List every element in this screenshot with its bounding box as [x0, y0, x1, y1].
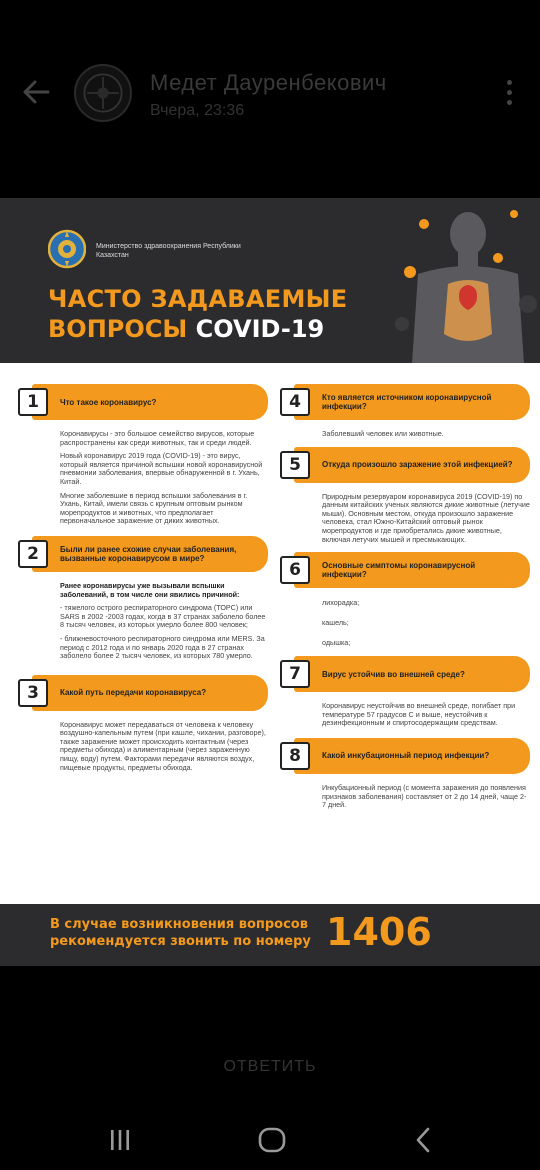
- faq-right-column: [280, 384, 530, 818]
- message-header: [0, 50, 540, 140]
- faq-poster[interactable]: [0, 198, 540, 966]
- answer-7: [322, 702, 530, 728]
- question-6: [280, 552, 530, 588]
- back-icon[interactable]: [404, 1126, 444, 1154]
- message-time: Вчера, 23:36: [150, 102, 245, 119]
- question-text: Какой инкубационный период инфекции?: [322, 751, 490, 761]
- question-text: Какой путь передачи коронавируса?: [60, 688, 207, 698]
- title-line-1: ЧАСТО ЗАДАВАЕМЫЕ: [48, 285, 348, 313]
- question-3: [18, 675, 268, 711]
- answer-text: - ближневосточного респираторного синдрома или MERS. За период с 2012 года и по январь 2020 года в 27 странах заболело более 2 тысяч человек, из которых 780 умерло.: [60, 633, 265, 661]
- question-7: [280, 656, 530, 692]
- answer-4: [322, 430, 530, 439]
- hotline-note: [50, 916, 311, 950]
- poster-title: [48, 284, 348, 344]
- human-body-illustration-icon: [388, 204, 538, 363]
- question-number: 6: [280, 556, 310, 584]
- answer-lead: Ранее коронавирусы уже вызывали вспышки заболеваний, в том числе они явились причиной:: [60, 580, 240, 599]
- symptom-item: одышка;: [322, 638, 351, 648]
- faq-left-column: [18, 384, 268, 780]
- answer-text: Многие заболевшие в период вспышки заболевания в г. Ухань, Китай, имели связь с крупным оптовым рынком морепродуктов и животных, что предполагает первоначальное заражение от диких животных.: [60, 490, 248, 526]
- poster-header: [0, 198, 540, 363]
- answer-5: [322, 493, 530, 545]
- answer-text: Новый коронавирус 2019 года (COVID-19) - это вирус, который является причиной вспышки новой коронавирусной пневмонии заболевания, впервые обнаруженной в г. Ухань, Китай.: [60, 451, 263, 486]
- answer-text: Природным резервуаром коронавируса 2019 (COVID-19) по данным китайских ученых являются дикие животные (летучие мыши). Основным местом, откуда произошло заражение человека, стал Южно-Китайский оптовый рынок морепродуктов и где приобретались дикие животные, включая летучих мышей и пресмыкающих.: [322, 491, 530, 544]
- answer-6: [322, 598, 530, 648]
- answer-text: Коронавирус может передаваться от человека к человеку воздушно-капельным путем (при кашле, чихании, разговоре), также заражение может происходить контактным (через предметы обихода) и алиментарным (через зараженную пищу, воду) путем. Факторами передачи являются воздух, пищевые продукты, предметы обихода.: [60, 719, 266, 772]
- question-5: [280, 447, 530, 483]
- home-icon[interactable]: [252, 1126, 292, 1154]
- symptom-item: лихорадка;: [322, 598, 360, 608]
- answer-text: Коронавирусы - это большое семейство вирусов, которые распространены как среди животных, так и среди людей.: [60, 429, 255, 447]
- question-number: 3: [18, 679, 48, 707]
- question-2: [18, 536, 268, 572]
- answer-text: Инкубационный период (с момента заражения до появления признаков заболевания) составляет от 2 до 14 дней, чаще 2-7 дней.: [322, 782, 527, 810]
- hotline-number: 1406: [326, 910, 432, 954]
- question-text: Основные симптомы коронавирусной инфекции?: [322, 561, 476, 580]
- question-8: [280, 738, 530, 774]
- answer-text: Заболевший человек или животные.: [322, 429, 444, 438]
- avatar[interactable]: [74, 64, 132, 122]
- kazakhstan-emblem-icon: [48, 228, 86, 270]
- sender-name[interactable]: Медет Дауренбекович: [150, 70, 387, 95]
- question-text: Вирус устойчив во внешней среде?: [322, 669, 465, 679]
- question-number: 2: [18, 540, 48, 568]
- recent-apps-icon[interactable]: [100, 1126, 140, 1154]
- title-line-2: ВОПРОСЫ: [48, 315, 188, 343]
- question-number: 5: [280, 451, 310, 479]
- question-number: 4: [280, 388, 310, 416]
- question-number: 8: [280, 742, 310, 770]
- question-4: [280, 384, 530, 420]
- poster-footer: [0, 904, 540, 966]
- answer-1: [60, 430, 268, 526]
- answer-2: [60, 582, 268, 661]
- symptom-item: кашель;: [322, 618, 349, 628]
- back-arrow-icon[interactable]: [18, 74, 54, 110]
- reply-button[interactable]: ОТВЕТИТЬ: [223, 1058, 317, 1075]
- ministry-label: Министерство здравоохранения Республики Казахстан: [96, 243, 241, 259]
- question-text: Были ли ранее схожие случаи заболевания, вызванные коронавирусом в мире?: [60, 544, 237, 563]
- title-covid: COVID-19: [195, 315, 325, 343]
- more-options-icon[interactable]: [504, 80, 514, 112]
- question-text: Откуда произошло заражение этой инфекцией?: [322, 460, 513, 470]
- question-1: [18, 384, 268, 420]
- answer-text: - тяжелого острого респираторного синдрома (ТОРС) или SARS в 2002 -2003 годах, когда в 37 странах заболело более 8 тысяч человек, из которых умерло более 800 человек;: [60, 603, 266, 630]
- hotline-line-1: В случае возникновения вопросов: [50, 917, 308, 932]
- question-text: Кто является источником коронавирусной инфекции?: [322, 393, 492, 411]
- hotline-line-2: рекомендуется звонить по номеру: [50, 934, 311, 949]
- question-text: Что такое коронавирус?: [60, 397, 157, 407]
- answer-8: [322, 784, 530, 810]
- question-number: 7: [280, 660, 310, 688]
- question-number: 1: [18, 388, 48, 416]
- answer-3: [60, 721, 268, 773]
- answer-text: Коронавирус неустойчив во внешней среде, погибает при температуре 57 градусов С и выше, неустойчив к дезинфекционным и спиртосодержащим средствам.: [322, 701, 516, 728]
- system-nav-bar: [0, 1108, 540, 1170]
